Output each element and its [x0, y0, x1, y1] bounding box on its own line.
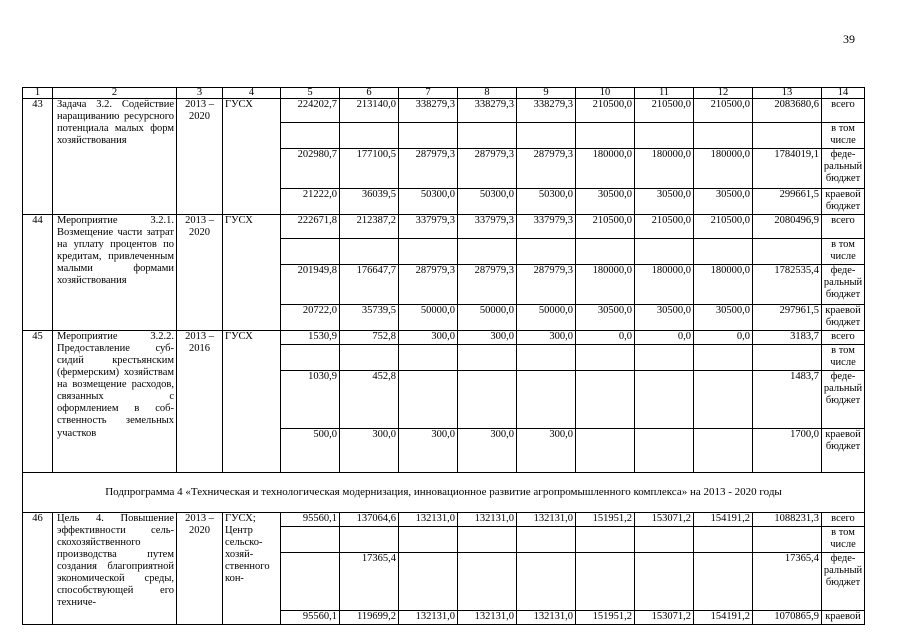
value-cell: 1784019,1: [753, 149, 822, 189]
value-cell: 119699,2: [340, 611, 399, 625]
value-cell: [458, 345, 517, 371]
value-cell: 17365,4: [753, 553, 822, 611]
value-cell: 36039,5: [340, 189, 399, 215]
value-cell: [399, 239, 458, 265]
funding-type: всего: [822, 331, 865, 345]
value-cell: 0,0: [635, 331, 694, 345]
value-cell: 1030,9: [281, 371, 340, 429]
value-cell: 132131,0: [399, 513, 458, 527]
funding-type: федеральный бюджет: [822, 149, 865, 189]
column-number: 4: [223, 88, 281, 99]
value-cell: [517, 553, 576, 611]
value-cell: 300,0: [340, 429, 399, 473]
value-cell: 287979,3: [517, 265, 576, 305]
funding-type: федеральный бюджет: [822, 265, 865, 305]
value-cell: 287979,3: [458, 265, 517, 305]
value-cell: [281, 239, 340, 265]
value-cell: 337979,3: [399, 215, 458, 239]
funding-type: всего: [822, 513, 865, 527]
value-cell: 210500,0: [576, 99, 635, 123]
row-period: 2013 – 2020: [177, 99, 223, 215]
value-cell: 50000,0: [517, 305, 576, 331]
value-cell: 30500,0: [576, 189, 635, 215]
value-cell: 1070865,9: [753, 611, 822, 625]
value-cell: 180000,0: [694, 149, 753, 189]
value-cell: 212387,2: [340, 215, 399, 239]
value-cell: 202980,7: [281, 149, 340, 189]
value-cell: 210500,0: [694, 215, 753, 239]
value-cell: 151951,2: [576, 513, 635, 527]
value-cell: 180000,0: [576, 149, 635, 189]
value-cell: [576, 429, 635, 473]
value-cell: 21222,0: [281, 189, 340, 215]
value-cell: 300,0: [517, 429, 576, 473]
value-cell: 50000,0: [399, 305, 458, 331]
value-cell: [694, 239, 753, 265]
value-cell: [576, 239, 635, 265]
value-cell: 132131,0: [458, 611, 517, 625]
value-cell: 30500,0: [694, 189, 753, 215]
value-cell: [458, 239, 517, 265]
value-cell: [635, 527, 694, 553]
row-number: 46: [23, 513, 53, 625]
row-description: Мероприятие 3.2.2. Предоставление субсидий крестьянским (фермерским) хозяйствам на возмещение расходов, связанных с оформлением в собственность земельных участков: [53, 331, 177, 473]
value-cell: [517, 345, 576, 371]
value-cell: 210500,0: [635, 99, 694, 123]
value-cell: 154191,2: [694, 611, 753, 625]
value-cell: [399, 123, 458, 149]
value-cell: 95560,1: [281, 513, 340, 527]
value-cell: [635, 429, 694, 473]
value-cell: 176647,7: [340, 265, 399, 305]
funding-type: федеральный бюджет: [822, 371, 865, 429]
table-row: [23, 215, 865, 239]
value-cell: [517, 239, 576, 265]
value-cell: [340, 239, 399, 265]
row-executor: ГУСХ: [223, 99, 281, 215]
value-cell: [635, 239, 694, 265]
page-number: 39: [843, 32, 855, 46]
row-number: 43: [23, 99, 53, 215]
value-cell: 1088231,3: [753, 513, 822, 527]
column-number: 1: [23, 88, 53, 99]
funding-type: в том числе: [822, 527, 865, 553]
value-cell: 180000,0: [635, 149, 694, 189]
value-cell: [340, 527, 399, 553]
value-cell: 132131,0: [399, 611, 458, 625]
value-cell: [635, 345, 694, 371]
value-cell: 287979,3: [517, 149, 576, 189]
value-cell: [694, 345, 753, 371]
value-cell: [281, 553, 340, 611]
funding-type: краевой бюджет: [822, 189, 865, 215]
value-cell: [458, 123, 517, 149]
funding-type: в том числе: [822, 123, 865, 149]
value-cell: [458, 371, 517, 429]
funding-type: в том числе: [822, 345, 865, 371]
funding-type: всего: [822, 215, 865, 239]
row-executor: ГУСХ: [223, 215, 281, 331]
subprogram-row: [23, 473, 865, 513]
row-executor: ГУСХ: [223, 331, 281, 473]
value-cell: 222671,8: [281, 215, 340, 239]
funding-type: всего: [822, 99, 865, 123]
row-description: Задача 3.2. Содействие наращиванию ресурсного потенциала малых форм хозяйствования: [53, 99, 177, 215]
value-cell: 0,0: [576, 331, 635, 345]
value-cell: 1530,9: [281, 331, 340, 345]
column-number: 11: [635, 88, 694, 99]
value-cell: 752,8: [340, 331, 399, 345]
value-cell: [753, 123, 822, 149]
column-number: 14: [822, 88, 865, 99]
value-cell: [399, 345, 458, 371]
column-number: 10: [576, 88, 635, 99]
value-cell: [753, 239, 822, 265]
value-cell: 132131,0: [517, 611, 576, 625]
value-cell: [694, 553, 753, 611]
value-cell: 287979,3: [458, 149, 517, 189]
column-number: 7: [399, 88, 458, 99]
value-cell: 17365,4: [340, 553, 399, 611]
value-cell: 20722,0: [281, 305, 340, 331]
value-cell: 153071,2: [635, 611, 694, 625]
subprogram-title: Подпрограмма 4 «Техническая и технологическая модернизация, инновационное развитие агропромышленного комплекса» на 2013 - 2020 годы: [23, 473, 865, 513]
value-cell: 0,0: [694, 331, 753, 345]
value-cell: 300,0: [458, 331, 517, 345]
value-cell: 30500,0: [635, 189, 694, 215]
value-cell: [517, 123, 576, 149]
value-cell: 299661,5: [753, 189, 822, 215]
value-cell: [517, 371, 576, 429]
column-number-row: [23, 88, 865, 99]
funding-type: в том числе: [822, 239, 865, 265]
value-cell: [576, 371, 635, 429]
value-cell: 210500,0: [694, 99, 753, 123]
value-cell: 35739,5: [340, 305, 399, 331]
row-executor: ГУСХ; Центр сельскохозяйственного кон-: [223, 513, 281, 625]
value-cell: 297961,5: [753, 305, 822, 331]
funding-type: краевой бюджет: [822, 429, 865, 473]
value-cell: [340, 345, 399, 371]
value-cell: [635, 123, 694, 149]
column-number: 13: [753, 88, 822, 99]
value-cell: 151951,2: [576, 611, 635, 625]
value-cell: 2083680,6: [753, 99, 822, 123]
value-cell: [517, 527, 576, 553]
value-cell: 154191,2: [694, 513, 753, 527]
table-row: [23, 513, 865, 527]
column-number: 2: [53, 88, 177, 99]
value-cell: [576, 527, 635, 553]
value-cell: [694, 429, 753, 473]
column-number: 5: [281, 88, 340, 99]
funding-type: краевой: [822, 611, 865, 625]
value-cell: 30500,0: [694, 305, 753, 331]
value-cell: 287979,3: [399, 149, 458, 189]
value-cell: 213140,0: [340, 99, 399, 123]
row-period: 2013 – 2020: [177, 215, 223, 331]
column-number: 6: [340, 88, 399, 99]
budget-table: [22, 87, 865, 625]
value-cell: [399, 553, 458, 611]
value-cell: 1700,0: [753, 429, 822, 473]
value-cell: 137064,6: [340, 513, 399, 527]
value-cell: 500,0: [281, 429, 340, 473]
column-number: 8: [458, 88, 517, 99]
value-cell: [694, 527, 753, 553]
row-period: 2013 – 2020: [177, 513, 223, 625]
value-cell: [399, 371, 458, 429]
value-cell: [635, 553, 694, 611]
value-cell: 30500,0: [576, 305, 635, 331]
value-cell: 1782535,4: [753, 265, 822, 305]
value-cell: [753, 345, 822, 371]
value-cell: 224202,7: [281, 99, 340, 123]
value-cell: 338279,3: [399, 99, 458, 123]
value-cell: 300,0: [517, 331, 576, 345]
table-row: [23, 99, 865, 123]
value-cell: [753, 527, 822, 553]
value-cell: [635, 371, 694, 429]
value-cell: 300,0: [458, 429, 517, 473]
value-cell: [281, 527, 340, 553]
value-cell: 338279,3: [517, 99, 576, 123]
value-cell: 50300,0: [458, 189, 517, 215]
value-cell: 337979,3: [517, 215, 576, 239]
row-description: Мероприятие 3.2.1. Возмещение части затрат на уплату процентов по кредитам, привлеченным малыми формами хозяйствования: [53, 215, 177, 331]
value-cell: 30500,0: [635, 305, 694, 331]
column-number: 3: [177, 88, 223, 99]
value-cell: 50300,0: [517, 189, 576, 215]
value-cell: 210500,0: [635, 215, 694, 239]
value-cell: 2080496,9: [753, 215, 822, 239]
row-number: 44: [23, 215, 53, 331]
value-cell: [458, 527, 517, 553]
value-cell: 180000,0: [694, 265, 753, 305]
value-cell: 300,0: [399, 331, 458, 345]
value-cell: 50000,0: [458, 305, 517, 331]
value-cell: 132131,0: [458, 513, 517, 527]
value-cell: [694, 371, 753, 429]
value-cell: 180000,0: [635, 265, 694, 305]
value-cell: [458, 553, 517, 611]
value-cell: 338279,3: [458, 99, 517, 123]
column-number: 9: [517, 88, 576, 99]
value-cell: [281, 345, 340, 371]
value-cell: 153071,2: [635, 513, 694, 527]
value-cell: 50300,0: [399, 189, 458, 215]
value-cell: 201949,8: [281, 265, 340, 305]
value-cell: 3183,7: [753, 331, 822, 345]
column-number: 12: [694, 88, 753, 99]
row-description: Цель 4. Повышение эффективности сельскохозяйственного производства путем создания благоприятной экономической среды, способствующей его техниче-: [53, 513, 177, 625]
value-cell: [340, 123, 399, 149]
value-cell: 300,0: [399, 429, 458, 473]
value-cell: 210500,0: [576, 215, 635, 239]
value-cell: 95560,1: [281, 611, 340, 625]
value-cell: 287979,3: [399, 265, 458, 305]
value-cell: 1483,7: [753, 371, 822, 429]
row-number: 45: [23, 331, 53, 473]
row-period: 2013 – 2016: [177, 331, 223, 473]
value-cell: [281, 123, 340, 149]
value-cell: [694, 123, 753, 149]
funding-type: федеральный бюджет: [822, 553, 865, 611]
value-cell: 337979,3: [458, 215, 517, 239]
funding-type: краевой бюджет: [822, 305, 865, 331]
value-cell: 180000,0: [576, 265, 635, 305]
value-cell: [576, 123, 635, 149]
value-cell: [399, 527, 458, 553]
table-row: [23, 331, 865, 345]
value-cell: [576, 345, 635, 371]
value-cell: [576, 553, 635, 611]
value-cell: 452,8: [340, 371, 399, 429]
value-cell: 177100,5: [340, 149, 399, 189]
value-cell: 132131,0: [517, 513, 576, 527]
